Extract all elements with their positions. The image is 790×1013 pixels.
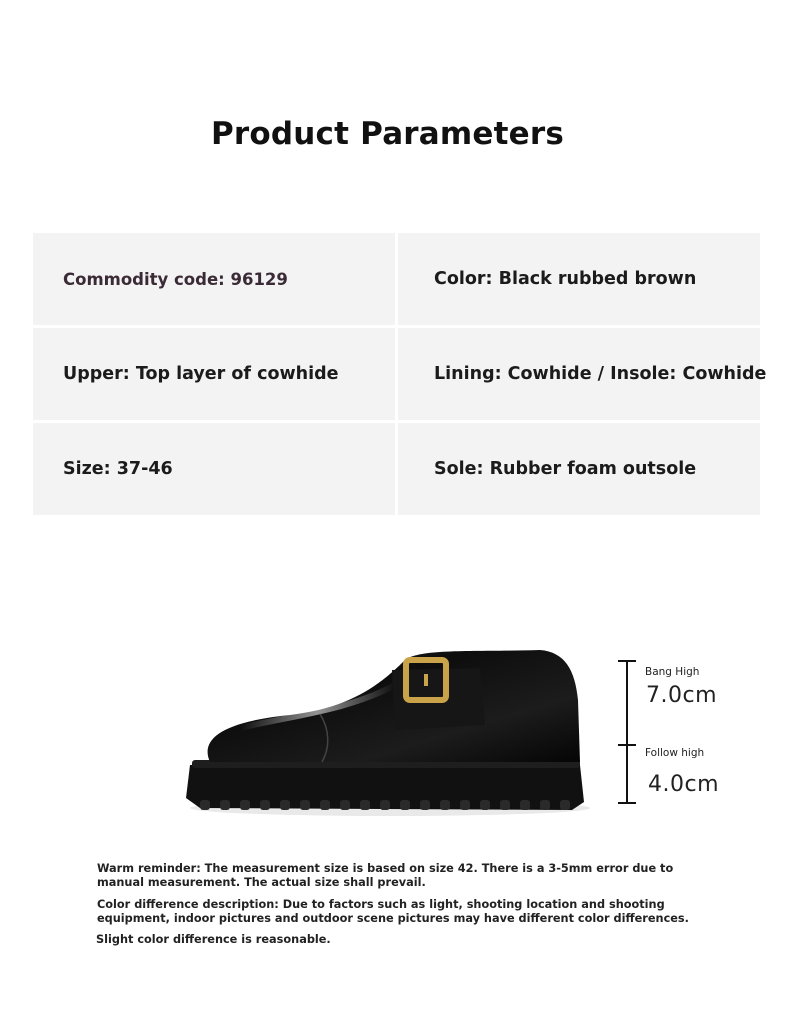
slight-color-note: Slight color difference is reasonable. bbox=[96, 933, 331, 946]
product-shoe-image bbox=[180, 630, 600, 830]
follow-high-value: 4.0cm bbox=[648, 772, 720, 797]
color-difference-note: Color difference description: Due to factors such as light, shooting location and shooting equipment, indoor pictures and outdoor scene pictures may have different color differences. bbox=[97, 898, 689, 925]
follow-high-label: Follow high bbox=[645, 747, 705, 759]
height-ruler-icon bbox=[615, 660, 639, 804]
param-color: Color: Black rubbed brown bbox=[398, 233, 760, 325]
bang-high-label: Bang High bbox=[645, 666, 700, 678]
param-lining-insole: Lining: Cowhide / Insole: Cowhide bbox=[398, 328, 760, 420]
warm-reminder-note: Warm reminder: The measurement size is based on size 42. There is a 3-5mm error due to manual measurement. The actual size shall prevail. bbox=[97, 862, 674, 889]
param-sole: Sole: Rubber foam outsole bbox=[398, 423, 760, 515]
monk-strap-shoe-icon bbox=[180, 630, 600, 830]
param-upper: Upper: Top layer of cowhide bbox=[33, 328, 395, 420]
product-parameters-table bbox=[33, 233, 767, 515]
bang-high-value: 7.0cm bbox=[646, 683, 718, 708]
param-size: Size: 37-46 bbox=[33, 423, 395, 515]
page-title: Product Parameters bbox=[210, 116, 565, 152]
param-commodity-code: Commodity code: 96129 bbox=[33, 233, 395, 325]
